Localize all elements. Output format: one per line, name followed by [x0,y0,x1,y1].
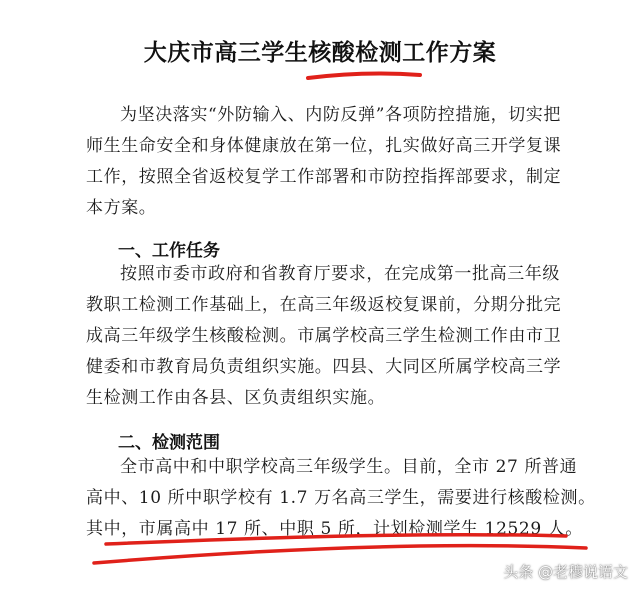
section2-heading: 二、检测范围 [118,433,220,453]
section1-paragraph [86,259,564,414]
section2-line: 其中，市属高中 17 所、中职 5 所，计划检测学生 12529 人。 [86,519,583,539]
intro-line: 工作，按照全省返校复学工作部署和市防控指挥部要求，制定 [86,167,562,187]
section1-line: 教职工检测工作基础上，在高三年级返校复课前，分期分批完 [86,295,562,315]
section1-line: 生检测工作由各县、区负责组织实施。 [86,388,386,408]
section1-heading: 一、工作任务 [118,241,220,261]
section1-line: 成高三年级学生核酸检测。市属学校高三学生检测工作由市卫 [86,326,562,346]
title-underline [308,74,420,78]
section2-paragraph [86,452,596,545]
section2-line: 全市高中和中职学校高三年级学生。目前，全市 27 所普通 [120,457,578,477]
intro-line: 师生生命安全和身体健康放在第一位，扎实做好高三开学复课 [86,136,562,156]
intro-line: 本方案。 [86,198,157,218]
section1-line: 健委和市教育局负责组织实施。四县、大同区所属学校高三学 [86,357,562,377]
section1-line: 按照市委市政府和省教育厅要求，在完成第一批高三年级 [120,264,560,284]
section2-line: 高中、10 所中职学校有 1.7 万名高三学生，需要进行核酸检测。 [86,488,596,508]
intro-line: 为坚决落实“外防输入、内防反弹”各项防控措施，切实把 [120,105,561,125]
document-title: 大庆市高三学生核酸检测工作方案 [143,40,497,66]
intro-paragraph [86,100,564,224]
source-watermark: 头条 @老穆说语文 [503,563,628,581]
